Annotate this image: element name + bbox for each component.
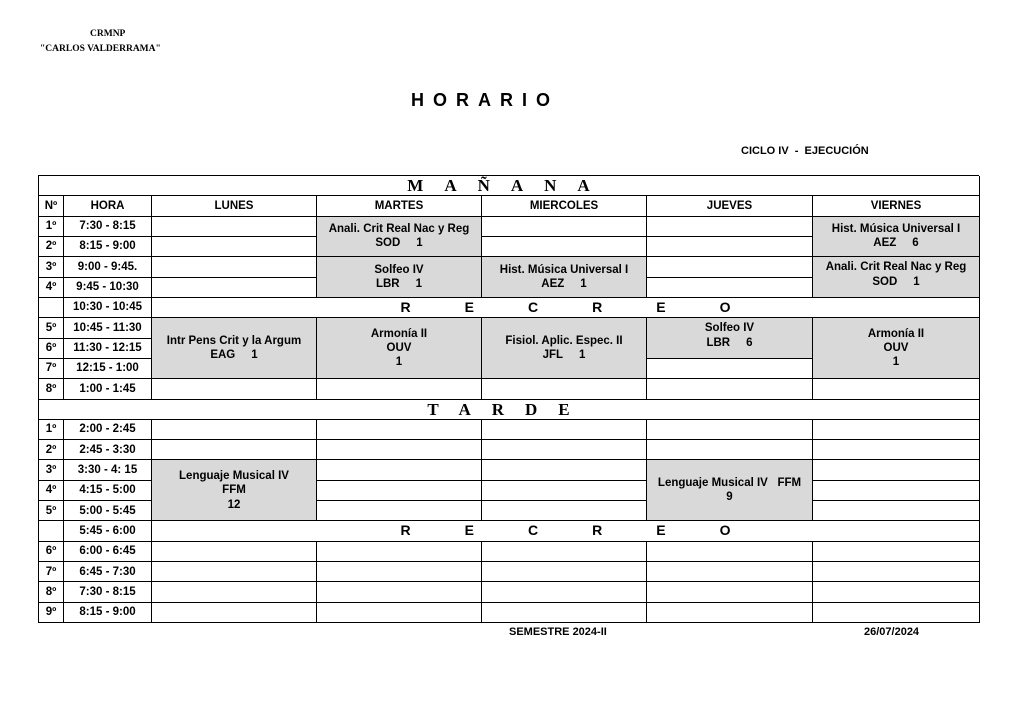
row-hora: 2:45 - 3:30 (64, 440, 152, 460)
course-name: Anali. Crit Real Nac y Reg (825, 261, 967, 274)
empty-cell (152, 237, 317, 257)
empty-cell (647, 440, 813, 460)
schedule-table (38, 175, 979, 623)
empty-cell (152, 217, 317, 237)
recess-letter: O (719, 298, 731, 315)
row-hora: 10:45 - 11:30 (64, 318, 152, 338)
empty-cell (317, 420, 482, 440)
header-viernes: VIERNES (813, 196, 980, 216)
course-cell-miercoles-fisiol (482, 318, 647, 379)
course-name: Armonía II (867, 327, 925, 340)
course-count: 1 (251, 349, 258, 362)
row-hora: 3:30 - 4: 15 (64, 460, 152, 480)
empty-cell (813, 562, 980, 582)
row-hora: 7:30 - 8:15 (64, 582, 152, 602)
header-miercoles: MIERCOLES (482, 196, 647, 216)
row-hora: 7:30 - 8:15 (64, 217, 152, 237)
empty-cell (482, 237, 647, 257)
header-martes: MARTES (317, 196, 482, 216)
empty-cell (317, 582, 482, 602)
empty-cell (647, 562, 813, 582)
row-hora: 8:15 - 9:00 (64, 237, 152, 257)
empty-cell (482, 440, 647, 460)
institution-acronym: CRMNP (90, 29, 126, 39)
course-count: 6 (746, 336, 753, 349)
empty-cell (152, 562, 317, 582)
row-num: 8º (39, 582, 64, 602)
empty-cell (813, 379, 980, 399)
recess-letter: O (719, 522, 731, 539)
empty-cell (647, 217, 813, 237)
course-cell-martes-anali (317, 217, 482, 258)
row-hora: 10:30 - 10:45 (64, 298, 152, 318)
row-num: 6º (39, 542, 64, 562)
empty-cell (813, 420, 980, 440)
row-num: 2º (39, 237, 64, 257)
row-hora: 5:00 - 5:45 (64, 501, 152, 521)
row-num: 1º (39, 420, 64, 440)
footer-semester: SEMESTRE 2024-II (509, 626, 607, 638)
empty-cell (482, 562, 647, 582)
course-count: 1 (913, 275, 920, 288)
empty-cell (152, 440, 317, 460)
course-count: 1 (892, 356, 900, 369)
course-name: Hist. Música Universal I (499, 263, 629, 276)
empty-cell (317, 440, 482, 460)
row-hora: 9:45 - 10:30 (64, 278, 152, 298)
row-hora: 2:00 - 2:45 (64, 420, 152, 440)
row-num: 6º (39, 339, 64, 359)
course-name: Armonía II (370, 327, 428, 340)
recess-letter: R (400, 522, 411, 539)
row-hora: 6:00 - 6:45 (64, 542, 152, 562)
row-num (39, 298, 64, 318)
footer-date: 26/07/2024 (864, 626, 920, 638)
row-num: 4º (39, 481, 64, 501)
empty-cell (152, 379, 317, 399)
recess-letter: C (527, 298, 539, 315)
empty-cell (152, 257, 317, 277)
course-code: LBR (706, 336, 731, 349)
course-name: Lenguaje Musical IV (657, 477, 768, 490)
empty-cell (647, 359, 813, 379)
row-hora: 1:00 - 1:45 (64, 379, 152, 399)
row-hora: 11:30 - 12:15 (64, 339, 152, 359)
course-code: FFM (222, 484, 246, 497)
course-name: Solfeo IV (704, 322, 755, 335)
course-count: 9 (726, 491, 733, 504)
row-hora: 5:45 - 6:00 (64, 521, 152, 541)
empty-cell (317, 603, 482, 623)
course-name: Lenguaje Musical IV (179, 469, 289, 482)
header-num: Nº (39, 196, 64, 216)
empty-cell (317, 379, 482, 399)
empty-cell (647, 542, 813, 562)
empty-cell (482, 542, 647, 562)
course-cell-lunes-intr (152, 318, 317, 379)
recess-letter: E (656, 522, 666, 539)
course-name: Intr Pens Crit y la Argum (166, 334, 302, 347)
row-hora: 8:15 - 9:00 (64, 603, 152, 623)
course-cell-lunes-lenguaje (152, 460, 317, 521)
row-num: 4º (39, 278, 64, 298)
section-morning: MAÑANA (39, 176, 980, 196)
empty-cell (813, 603, 980, 623)
empty-cell (317, 481, 482, 501)
empty-cell (482, 420, 647, 440)
course-cell-martes-armonia (317, 318, 482, 379)
recess-letter: R (592, 522, 603, 539)
cycle-label: CICLO IV - EJECUCIÓN (741, 145, 869, 157)
row-num: 7º (39, 562, 64, 582)
course-count: 12 (227, 498, 241, 511)
empty-cell (482, 460, 647, 480)
empty-cell (152, 420, 317, 440)
recess-letter: E (464, 522, 474, 539)
course-name: Hist. Música Universal I (831, 223, 961, 236)
empty-cell (813, 582, 980, 602)
course-count: 6 (912, 237, 919, 250)
empty-cell (647, 257, 813, 277)
course-code: FFM (777, 477, 802, 490)
course-cell-martes-solfeo (317, 257, 482, 298)
course-count: 1 (395, 356, 403, 369)
row-hora: 9:00 - 9:45. (64, 257, 152, 277)
empty-cell (813, 481, 980, 501)
course-code: AEZ (541, 278, 565, 291)
empty-cell (317, 562, 482, 582)
header-hora: HORA (64, 196, 152, 216)
course-code: SOD (872, 275, 898, 288)
recess-letter: R (592, 298, 603, 315)
empty-cell (317, 542, 482, 562)
course-count: 1 (415, 278, 423, 291)
row-num: 2º (39, 440, 64, 460)
row-num: 3º (39, 257, 64, 277)
course-count: 1 (580, 278, 587, 291)
empty-cell (813, 542, 980, 562)
recess-letter: E (464, 298, 474, 315)
row-num: 9º (39, 603, 64, 623)
empty-cell (482, 582, 647, 602)
course-code: JFL (542, 349, 564, 362)
empty-cell (647, 237, 813, 257)
recess-morning (152, 298, 980, 318)
course-count: 1 (579, 349, 586, 362)
empty-cell (813, 460, 980, 480)
empty-cell (317, 501, 482, 521)
row-num: 8º (39, 379, 64, 399)
recess-letter: C (527, 522, 539, 539)
course-cell-jueves-lenguaje (647, 460, 813, 521)
row-hora: 4:15 - 5:00 (64, 481, 152, 501)
recess-afternoon (152, 521, 980, 541)
empty-cell (152, 542, 317, 562)
course-name: Solfeo IV (374, 263, 424, 276)
course-code: OUV (386, 342, 412, 354)
empty-cell (482, 501, 647, 521)
recess-letter: R (400, 298, 411, 315)
row-hora: 12:15 - 1:00 (64, 359, 152, 379)
institution-name: "CARLOS VALDERRAMA" (40, 44, 161, 54)
empty-cell (647, 582, 813, 602)
empty-cell (482, 481, 647, 501)
course-code: AEZ (873, 237, 897, 250)
empty-cell (152, 278, 317, 298)
empty-cell (647, 603, 813, 623)
course-cell-jueves-solfeo (647, 318, 813, 359)
row-num (39, 521, 64, 541)
empty-cell (152, 582, 317, 602)
header-jueves: JUEVES (647, 196, 813, 216)
empty-cell (647, 278, 813, 298)
row-num: 1º (39, 217, 64, 237)
course-code: LBR (375, 278, 400, 291)
empty-cell (813, 440, 980, 460)
row-num: 3º (39, 460, 64, 480)
header-lunes: LUNES (152, 196, 317, 216)
course-cell-miercoles-hist (482, 257, 647, 298)
row-num: 5º (39, 501, 64, 521)
course-cell-viernes-armonia (813, 318, 980, 379)
empty-cell (647, 379, 813, 399)
recess-letter: E (656, 298, 666, 315)
course-name: Anali. Crit Real Nac y Reg (328, 223, 470, 236)
course-name: Fisiol. Aplic. Espec. II (505, 334, 623, 347)
empty-cell (317, 460, 482, 480)
section-afternoon: TARDE (39, 400, 980, 420)
empty-cell (482, 603, 647, 623)
course-code: EAG (210, 349, 236, 362)
empty-cell (482, 217, 647, 237)
course-cell-viernes-hist (813, 217, 980, 258)
empty-cell (482, 379, 647, 399)
row-num: 7º (39, 359, 64, 379)
row-hora: 6:45 - 7:30 (64, 562, 152, 582)
course-cell-viernes-anali (813, 257, 980, 298)
course-code: SOD (375, 237, 401, 250)
course-code: OUV (883, 342, 909, 354)
empty-cell (647, 420, 813, 440)
row-num: 5º (39, 318, 64, 338)
empty-cell (813, 501, 980, 521)
empty-cell (152, 603, 317, 623)
course-count: 1 (416, 237, 423, 250)
page-title: HORARIO (411, 90, 559, 110)
